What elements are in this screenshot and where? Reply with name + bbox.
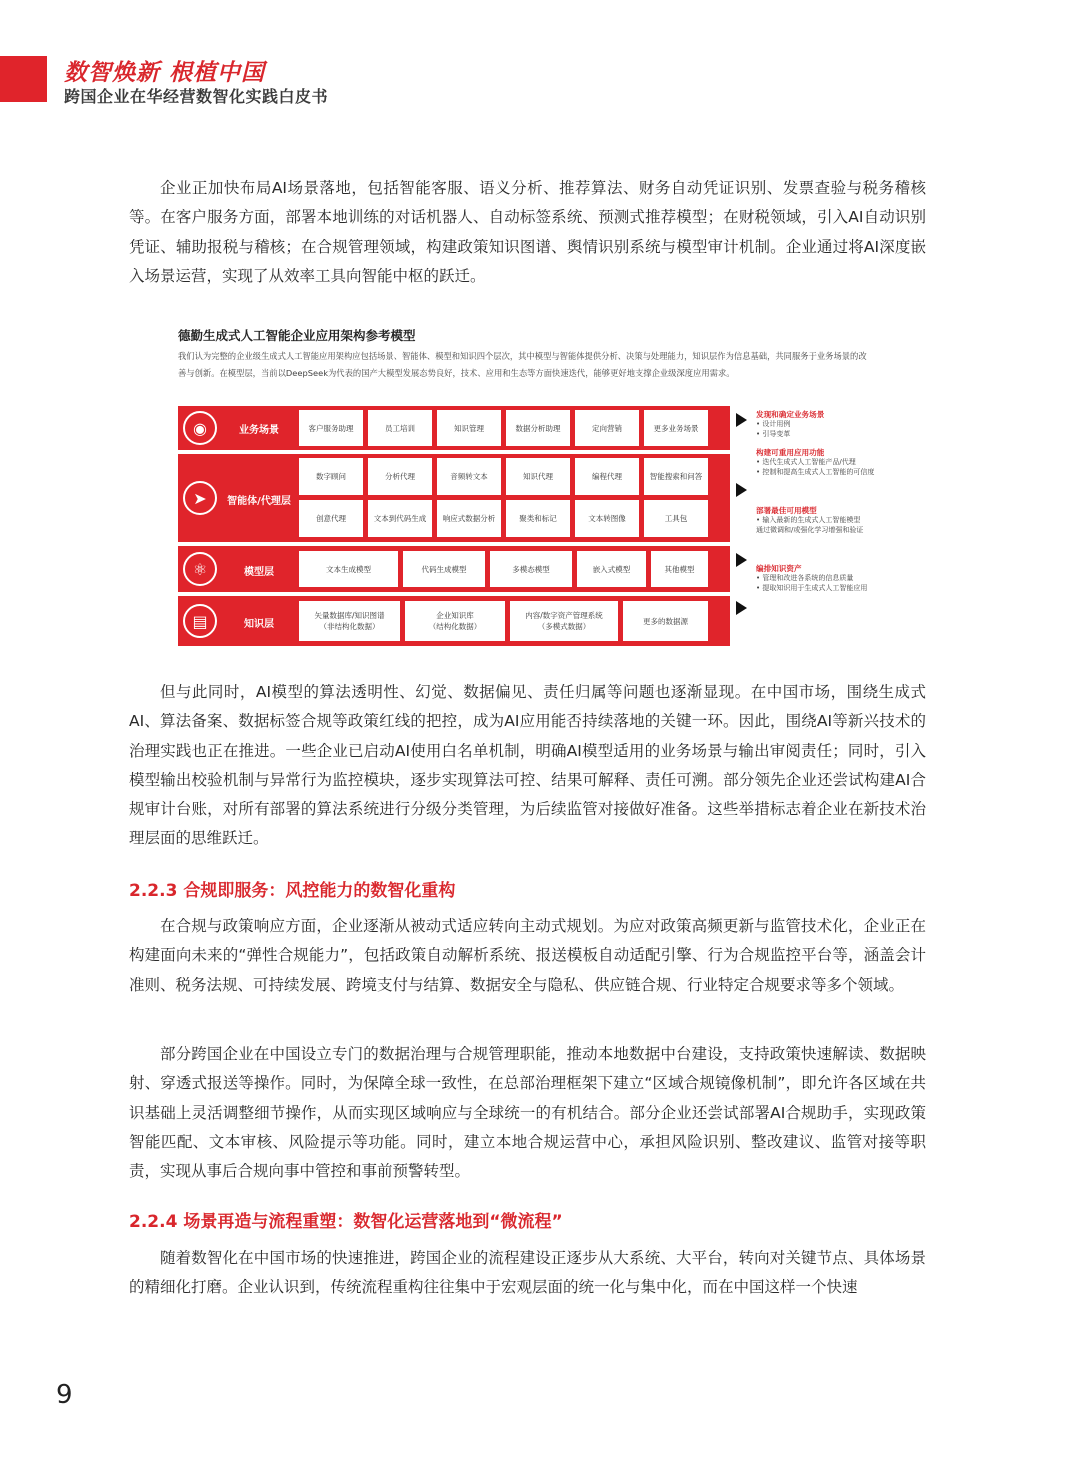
note-block xyxy=(756,410,878,439)
layer-cell: 文本生成模型 xyxy=(299,551,398,587)
figure-description: 我们认为完整的企业级生成式人工智能应用架构应包括场景、智能体、模型和知识四个层次，其中模型与智能体提供分析、决策与处理能力，知识层作为信息基础，共同服务于业务场景的改善与创新。在模型层，当前以DeepSeek为代表的国产大模型发展态势良好，技术、应用和生态等方面快速迭代，能够更好地支撑企业级深度应用需求。 xyxy=(178,351,867,378)
section-title-2-2-3: 2.2.3 合规即服务：风控能力的数智化重构 xyxy=(129,881,456,901)
arrow-right-icon xyxy=(736,601,747,615)
page-number: 9 xyxy=(56,1380,73,1410)
layer-cell: 定向营销 xyxy=(575,410,639,446)
arrow-right-icon xyxy=(736,553,747,567)
layer-cell: 聚类和标记 xyxy=(506,500,570,537)
paragraph-compliance-2: 部分跨国企业在中国设立专门的数据治理与合规管理职能，推动本地数据中台建设，支持政策快速解读、数据映射、穿透式报送等操作。同时，为保障全球一致性，在总部治理框架下建立“区域合规镜像机制”，即允许各区域在共识基础上灵活调整细节操作，从而实现区域响应与全球统一的有机结合。部分企业还尝试部署AI合规助手，实现政策智能匹配、文本审核、风险提示等功能。同时，建立本地合规运营中心，承担风险识别、整改建议、监管对接等职责，实现从事后合规向事中管控和事前预警转型。 xyxy=(129,1045,926,1181)
header-red-block xyxy=(0,56,47,102)
layer-label: 智能体/代理层 xyxy=(227,496,291,507)
layer-cell: 音频转文本 xyxy=(437,458,501,495)
layer-model xyxy=(178,546,730,592)
layer-cell: 工具包 xyxy=(644,500,708,537)
layer-label: 模型层 xyxy=(244,567,274,578)
atom-icon: ⚛ xyxy=(183,552,217,586)
note-item: • 管理和改进各系统的信息质量 xyxy=(756,574,854,582)
layer-cell: 员工培训 xyxy=(368,410,432,446)
header-subtitle: 跨国企业在华经营数智化实践白皮书 xyxy=(64,87,329,106)
layer-cell: 文本到代码生成 xyxy=(368,500,432,537)
note-title: 发现和确定业务场景 xyxy=(756,410,825,419)
arrow-right-icon xyxy=(736,413,747,427)
note-title: 编排知识资产 xyxy=(756,564,802,573)
figure-title: 德勤生成式人工智能企业应用架构参考模型 xyxy=(178,328,416,343)
header-slogan: 数智焕新 根植中国 xyxy=(64,59,266,86)
note-block xyxy=(756,448,878,477)
note-item: • 引导变革 xyxy=(756,429,791,438)
note-item: 通过微调和/或强化学习增强和验证 xyxy=(756,525,864,534)
arrow-right-icon xyxy=(736,483,747,497)
architecture-figure xyxy=(178,326,878,646)
layer-label: 知识层 xyxy=(244,619,274,630)
layer-cell: 文本转图像 xyxy=(575,500,639,537)
section-title-2-2-4: 2.2.4 场景再造与流程重塑：数智化运营落地到“微流程” xyxy=(129,1212,563,1232)
layer-cell: 分析代理 xyxy=(368,458,432,495)
layer-cell: 其他模型 xyxy=(651,551,708,587)
layer-label: 业务场景 xyxy=(239,425,279,436)
note-block xyxy=(756,564,878,593)
note-item: • 迭代生成式人工智能产品/代理 xyxy=(756,458,856,466)
rocket-icon: ➤ xyxy=(183,481,217,515)
layer-cell: 知识代理 xyxy=(506,458,570,495)
note-block xyxy=(756,506,878,535)
note-item: • 控制和提高生成式人工智能的可信度 xyxy=(756,467,875,476)
paragraph-compliance-1: 在合规与政策响应方面，企业逐渐从被动式适应转向主动式规划。为应对政策高频更新与监管技术化，企业正在构建面向未来的“弹性合规能力”，包括政策自动解析系统、报送模板自动适配引擎、行为合规监控平台等，涵盖会计准则、税务法规、可持续发展、跨境支付与结算、数据安全与隐私、供应链合规、行业特定合规要求等多个领域。 xyxy=(129,917,926,994)
paragraph-ai-governance: 但与此同时，AI模型的算法透明性、幻觉、数据偏见、责任归属等问题也逐渐显现。在中国市场，围绕生成式AI、算法备案、数据标签合规等政策红线的把控，成为AI应用能否持续落地的关键一环。因此，围绕AI等新兴技术的治理实践也正在推进。一些企业已启动AI使用白名单机制，明确AI模型适用的业务场景与输出审阅责任；同时，引入模型输出校验机制与异常行为监控模块，逐步实现算法可控、结果可解释、责任可溯。部分领先企业还尝试构建AI合规审计台账，对所有部署的算法系统进行分级分类管理，为后续监管对接做好准备。这些举措标志着企业在新技术治理层面的思维跃迁。 xyxy=(129,683,926,848)
note-title: 部署最佳可用模型 xyxy=(756,506,817,515)
note-title: 构建可重用应用功能 xyxy=(756,448,825,457)
note-item: • 提取知识用于生成式人工智能应用 xyxy=(756,583,868,592)
paragraph-ai-scenarios: 企业正加快布局AI场景落地，包括智能客服、语义分析、推荐算法、财务自动凭证识别、发票查验与税务稽核等。在客户服务方面，部署本地训练的对话机器人、自动标签系统、预测式推荐模型；在财税领域，引入AI自动识别凭证、辅助报税与稽核；在合规管理领域，构建政策知识图谱、舆情识别系统与模型审计机制。企业通过将AI深度嵌入场景运营，实现了从效率工具向智能中枢的跃迁。 xyxy=(129,179,926,285)
layer-cell: 数字顾问 xyxy=(299,458,363,495)
layer-cell: 编程代理 xyxy=(575,458,639,495)
layer-agent xyxy=(178,454,730,542)
layer-cell: 客户服务助理 xyxy=(299,410,363,446)
layer-cell: 数据分析助理 xyxy=(506,410,570,446)
layer-cell: 代码生成模型 xyxy=(403,551,485,587)
architecture-layers xyxy=(178,406,730,646)
layer-knowledge xyxy=(178,596,730,646)
layer-cell: 响应式数据分析 xyxy=(437,500,501,537)
note-item: • 设计用例 xyxy=(756,420,791,428)
layer-cell: 更多业务场景 xyxy=(644,410,708,446)
document-icon: ▤ xyxy=(183,604,217,638)
layer-cell: 更多的数据源 xyxy=(623,601,708,641)
layer-cell: 创意代理 xyxy=(299,500,363,537)
paragraph-micro-process: 随着数智化在中国市场的快速推进，跨国企业的流程建设正逐步从大系统、大平台，转向对关键节点、具体场景的精细化打磨。企业认识到，传统流程重构往往集中于宏观层面的统一化与集中化，而在中国这样一个快速 xyxy=(129,1249,926,1297)
layer-cell: 内容/数字资产管理系统 （多模式数据） xyxy=(510,601,618,641)
layer-business-scene xyxy=(178,406,730,450)
layer-cell: 矢量数据库/知识图谱 （非结构化数据） xyxy=(299,601,400,641)
location-pin-icon: ◉ xyxy=(183,411,217,445)
note-item: • 输入最新的生成式人工智能模型 xyxy=(756,516,861,524)
layer-cell: 多模态模型 xyxy=(490,551,572,587)
layer-cell: 企业知识库 （结构化数据） xyxy=(405,601,505,641)
layer-cell: 知识管理 xyxy=(437,410,501,446)
layer-cell: 智能搜索和问答 xyxy=(644,458,708,495)
layer-cell: 嵌入式模型 xyxy=(577,551,646,587)
